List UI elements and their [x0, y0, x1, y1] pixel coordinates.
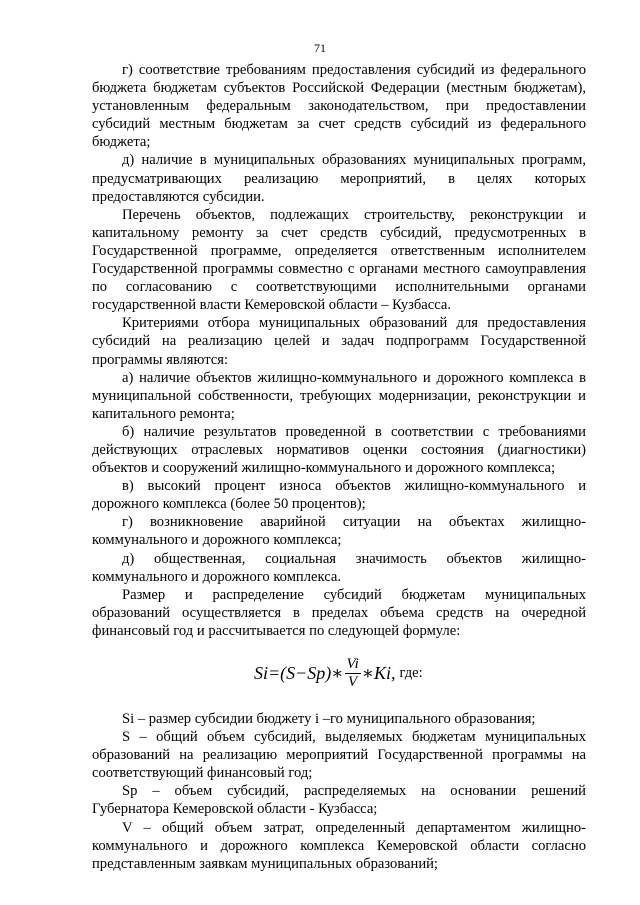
list-item-b: б) наличие результатов проведенной в соответствии с требованиями действующих отраслевых нормативов оценки состояния (диагностики) объектов и сооружений жилищно-коммунального и дорожного комплекса;	[92, 423, 586, 477]
paragraph-criterion-g-federal: г) соответствие требованиям предоставления субсидий из федерального бюджета бюджетам субъектов Российской Федерации (местным бюджетам), установленным федеральным законодательством, при предоставлении субсидий местным бюджетам за счет средств субсидий из федерального бюджета;	[92, 62, 586, 151]
formula-numerator: Vi	[346, 655, 359, 672]
formula-denominator: V	[348, 673, 358, 690]
page-number: 71	[314, 41, 326, 55]
definition-s: S – общий объем субсидий, выделяемых бюджетам муниципальных образований на реализацию мероприятий Государственной программы на соответствующий финансовый год;	[92, 729, 586, 782]
list-item-v: в) высокий процент износа объектов жилищно-коммунального и дорожного комплекса (более 50 процентов);	[92, 478, 586, 513]
paragraph-object-list: Перечень объектов, подлежащих строительству, реконструкции и капитальному ремонту за счет средств субсидий, предусмотренных в Государственной программе, определяется ответственным исполнителем Государственной программы совместно с органами местного самоуправления по согласованию с соответствующими исполнительными органами государственной власти Кемеровской области – Кузбасса.	[92, 206, 586, 314]
formula-right: ∗Ki,	[361, 662, 396, 683]
definition-v: V – общий объем затрат, определенный департаментом жилищно-коммунального и дорожного комплекса Кемеровской области согласно представленным заявкам муниципальных образований;	[92, 819, 586, 872]
paragraph-formula-intro: Размер и распределение субсидий бюджетам муниципальных образований осуществляется в пределах объема средств на очередной финансовый год и рассчитывается по следующей формуле:	[92, 586, 586, 639]
formula-left: Si	[254, 662, 269, 683]
document-body	[92, 61, 586, 873]
definition-si: Si – размер субсидии бюджету i –го муниципального образования;	[122, 711, 536, 727]
list-item-a: а) наличие объектов жилищно-коммунального и дорожного комплекса в муниципальной собственности, требующих модернизации, реконструкции и капитального ремонта;	[92, 369, 586, 422]
subsidy-formula	[92, 651, 586, 695]
formula-fraction	[345, 657, 361, 690]
paragraph-criterion-d-programs: д) наличие в муниципальных образованиях муниципальных программ, предусматривающих реализацию мероприятий, в целях которых предоставляются субсидии.	[92, 152, 586, 205]
list-item-g: г) возникновение аварийной ситуации на объектах жилищно-коммунального и дорожного комплекса;	[92, 514, 586, 549]
definition-sp: Sp – объем субсидий, распределяемых на основании решений Губернатора Кемеровской области - Кузбасса;	[92, 783, 586, 818]
paragraph-selection-criteria: Критериями отбора муниципальных образований для предоставления субсидий на реализацию целей и задач подпрограмм Государственной программы являются:	[92, 315, 586, 368]
list-item-d: д) общественная, социальная значимость объектов жилищно-коммунального и дорожного комплекса.	[92, 550, 586, 585]
formula-suffix: где:	[399, 664, 423, 681]
formula-eq: =(S−Sp)∗	[268, 662, 344, 683]
